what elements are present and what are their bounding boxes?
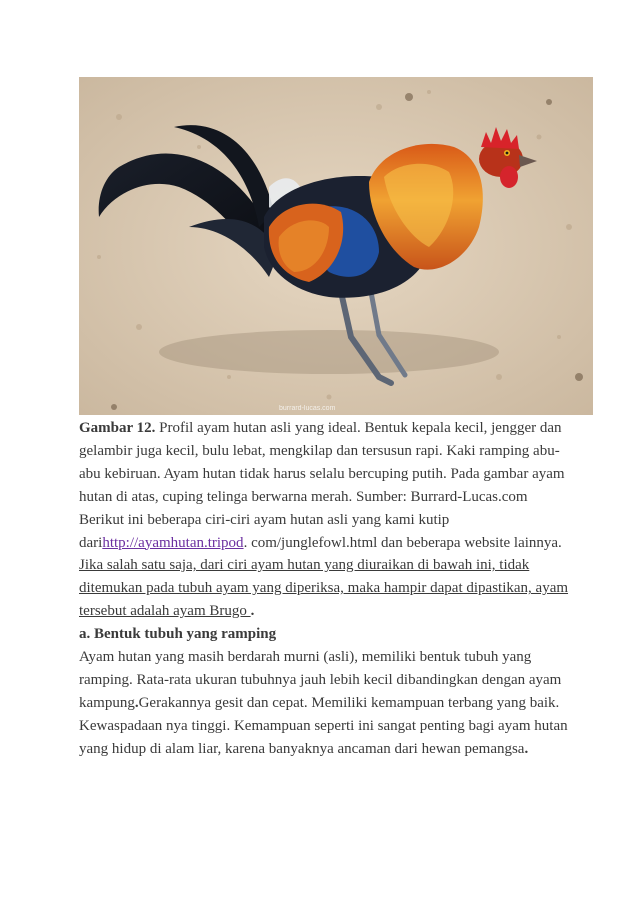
junglefowl-illustration	[79, 77, 593, 415]
section-a-heading: a. Bentuk tubuh yang ramping	[79, 626, 277, 643]
section-a-paragraph	[79, 646, 579, 761]
section-a-dot-2: .	[524, 740, 529, 757]
caption-text: Profil ayam hutan asli yang ideal. Bentuk kepala kecil, jengger dan gelambir juga kecil, bulu lebat, mengkilap dan tersusun rapi. Kaki ramping abu-abu kebiruan. Ayam hutan tidak harus selalu bercuping putih. Pada gambar ayam hutan di atas, cuping telinga berwarna merah. Sumber: Burrard-Lucas.com	[79, 420, 565, 505]
section-a-dot-1: .	[134, 694, 139, 711]
intro-paragraph	[79, 509, 579, 624]
caption-label: Gambar 12.	[79, 420, 156, 436]
section-a-text-2: Gerakannya gesit dan cepat. Memiliki kemampuan terbang yang baik. Kewaspadaan nya tinggi. Kemampuan seperti ini sangat penting bagi ayam hutan yang hidup di alam liar, karena banyaknya ancaman dari hewan pemangsa	[79, 694, 568, 757]
article-body	[79, 417, 579, 761]
wattle	[500, 166, 518, 188]
intro-underlined-note: Jika salah satu saja, dari ciri ayam hutan yang diuraikan di bawah ini, tidak ditemukan pada tubuh ayam yang diperiksa, maka hampir dapat dipastikan, ayam tersebut adalah ayam Brugo	[79, 557, 569, 620]
intro-end: .	[250, 603, 255, 620]
photo-watermark: burrard-lucas.com	[279, 405, 336, 412]
source-link[interactable]: http://ayamhutan.tripod	[102, 534, 244, 551]
figure-caption	[79, 417, 579, 509]
intro-text-2: . com/junglefowl.html dan beberapa website lainnya.	[243, 534, 562, 551]
intro-text-1: Berikut ini beberapa ciri-ciri ayam hutan asli yang kami kutip dari	[79, 511, 450, 551]
shadow	[159, 330, 499, 374]
section-a-text-1: Ayam hutan yang masih berdarah murni (asli), memiliki bentuk tubuh yang ramping. Rata-rata ukuran tubuhnya jauh lebih kecil dibandingkan dengan ayam kampung	[79, 649, 562, 711]
junglefowl-photo	[79, 77, 593, 415]
